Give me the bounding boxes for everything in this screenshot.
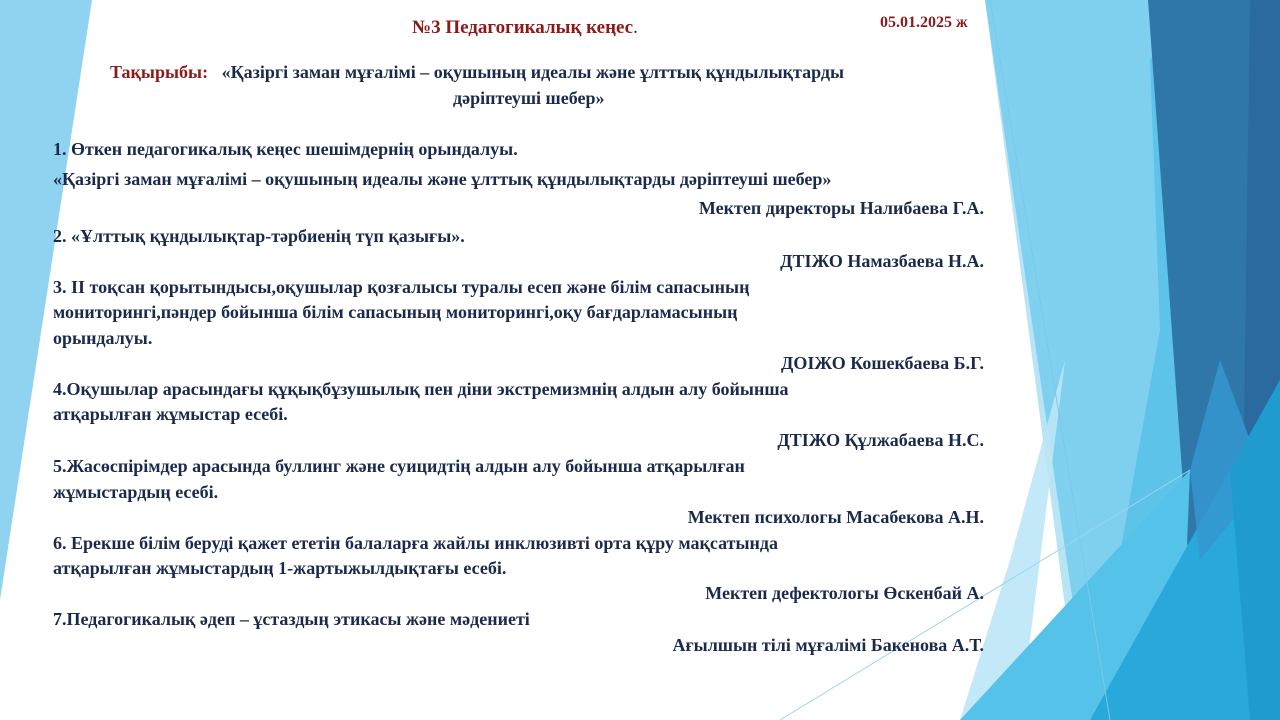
agenda-item-6-line-2: атқарылған жұмыстардың 1-жартыжылдықтағы есебі. [53, 558, 507, 578]
meeting-date: 05.01.2025 ж [880, 14, 968, 31]
title-period: . [633, 17, 638, 38]
agenda-item-5-line-1: 5.Жасөспірімдер арасында буллинг және суицидтің алдын алу бойынша атқарылған [53, 456, 745, 476]
agenda-item-3-line-3: орындалуы. [53, 328, 153, 348]
slide-title [412, 17, 638, 39]
agenda-item-7-line-1: 7.Педагогикалық әдеп – ұстаздың этикасы және мәдениеті [53, 609, 530, 629]
agenda-item-4-speaker: ДТІЖО Құлжабаева Н.С. [777, 430, 984, 450]
agenda-item-5-line-2: жұмыстардың есебі. [53, 482, 219, 502]
agenda-item-5-speaker: Мектеп психологы Масабекова А.Н. [687, 507, 984, 527]
agenda-item-6-line-1: 6. Ерекше білім беруді қажет ететін балаларға жайлы инклюзивті орта құру мақсатында [53, 533, 779, 553]
agenda-item-7-speaker: Ағылшын тілі мұғалімі Бакенова А.Т. [672, 635, 984, 655]
agenda-item-1-speaker: Мектеп директоры Налибаева Г.А. [698, 198, 984, 218]
agenda-item-2-speaker: ДТІЖО Намазбаева Н.А. [780, 251, 984, 271]
agenda-item-1-line-2: «Қазіргі заман мұғалімі – оқушының идеалы және ұлттық құндылықтарды дәріптеуші шебер» [53, 169, 832, 189]
agenda-item-3-speaker: ДОІЖО Кошекбаева Б.Г. [780, 353, 984, 373]
topic-line-2: дәріптеуші шебер» [453, 88, 605, 108]
topic-text-1: «Қазіргі заман мұғалімі – оқушының идеалы және ұлттық құндылықтарды [221, 62, 844, 82]
agenda-item-2-line-1: 2. «Ұлттық құндылықтар-тәрбиенің түп қазығы». [53, 226, 465, 246]
topic-line-1 [110, 62, 844, 83]
agenda-item-3-line-1: 3. ІІ тоқсан қорытындысы,оқушылар қозғалысы туралы есеп және білім сапасының [53, 277, 750, 297]
agenda-item-4-line-2: атқарылған жұмыстар есебі. [53, 404, 288, 424]
agenda-item-1-line-1: 1. Өткен педагогикалық кеңес шешімдернің орындалуы. [53, 139, 518, 159]
agenda-item-4-line-1: 4.Оқушылар арасындағы құқықбұзушылық пен діни экстремизмнің алдын алу бойынша [53, 379, 789, 399]
agenda-item-3-line-2: мониторингі,пәндер бойынша білім сапасының мониторингі,оқу бағдарламасының [53, 302, 738, 322]
agenda-item-6-speaker: Мектеп дефектологы Өскенбай А. [705, 583, 984, 603]
topic-label: Тақырыбы: [110, 62, 209, 82]
title-text: №3 Педагогикалық кеңес [412, 17, 634, 38]
